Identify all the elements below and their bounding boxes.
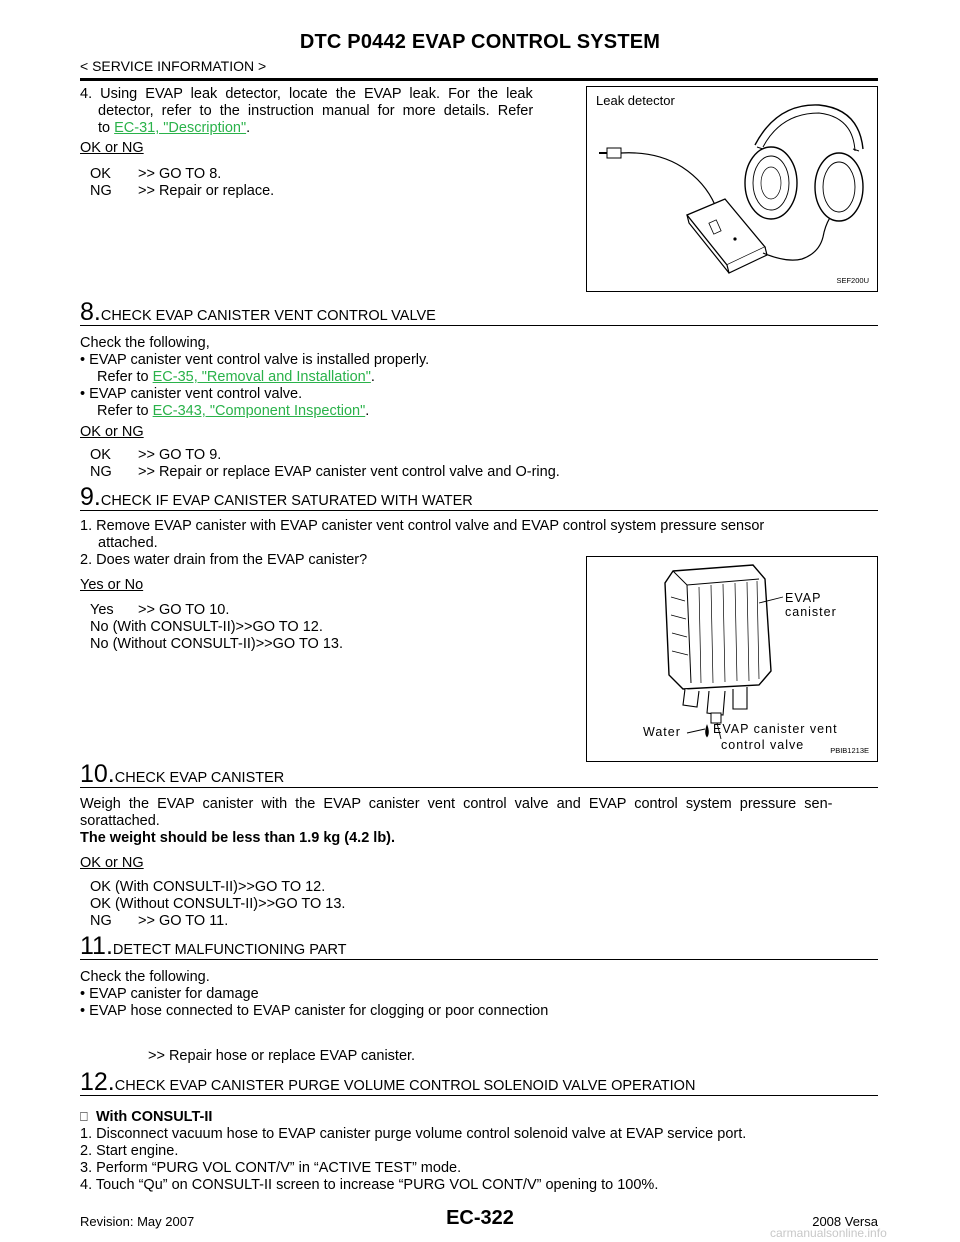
ok-or-ng-label: OK or NG: [80, 424, 144, 440]
consult-ii-icon: ⎕: [80, 1109, 88, 1124]
step-9-heading: 9.CHECK IF EVAP CANISTER SATURATED WITH WATER: [80, 483, 878, 511]
page-title: DTC P0442 EVAP CONTROL SYSTEM: [299, 31, 661, 53]
step10-body: Weigh the EVAP canister with the EVAP canister vent control valve and EVAP control system pressure sen- sorattached. The weight should be less than 1.9 kg (4.2 lb).: [80, 796, 878, 847]
revision-date: Revision: May 2007: [80, 1214, 195, 1229]
link-ec35-removal[interactable]: EC-35, "Removal and Installation": [152, 369, 371, 385]
step9-results: Yes >> GO TO 10. No (With CONSULT-II)>>GO TO 12. No (Without CONSULT-II)>>GO TO 13.: [90, 602, 344, 652]
step8-results: OK >> GO TO 9. NG >> Repair or replace EVAP canister vent control valve and O-ring.: [90, 447, 560, 480]
label-evap-canister: EVAP canister: [785, 591, 837, 619]
step-12-heading: 12.CHECK EVAP CANISTER PURGE VOLUME CONTROL SOLENOID VALVE OPERATION: [80, 1068, 878, 1096]
step10-results: OK (With CONSULT-II)>>GO TO 12. OK (Without CONSULT-II)>>GO TO 13. NG >> GO TO 11.: [90, 879, 346, 929]
figure-leak-detector: [586, 86, 878, 292]
yes-or-no-label: Yes or No: [80, 577, 144, 593]
page-number: EC-322: [446, 1207, 514, 1229]
step12-body: ⎕ With CONSULT-II 1. Disconnect vacuum hose to EVAP canister purge volume control solenoid valve at EVAP service port. 2. Start engine. 3. Perform “PURG VOL CONT/V” in “ACTIVE TEST” mode. 4. Touch “Qu” on CONSULT-II screen to increase “PURG VOL CONT/V” opening to 100%.: [80, 1109, 747, 1193]
label-vent-control-valve: EVAP canister vent control valve: [713, 722, 838, 752]
ok-or-ng-label: OK or NG: [80, 140, 144, 156]
step-10-heading: 10.CHECK EVAP CANISTER: [80, 760, 878, 788]
step11-result: >> Repair hose or replace EVAP canister.: [148, 1048, 416, 1064]
link-ec343-component-inspection[interactable]: EC-343, "Component Inspection": [152, 403, 366, 419]
watermark: carmanualsonline.info: [770, 1226, 887, 1240]
ok-or-ng-label: OK or NG: [80, 855, 144, 871]
step11-body: Check the following. • EVAP canister for damage • EVAP hose connected to EVAP canister for clogging or poor connection: [80, 969, 549, 1019]
leak-detector-illustration: [587, 87, 877, 291]
figure-label: Leak detector: [596, 93, 675, 108]
section-label: < SERVICE INFORMATION >: [80, 58, 267, 74]
figure-code: PBIB1213E: [830, 746, 869, 755]
step8-body: Check the following, • EVAP canister vent control valve is installed properly. Refer to EC-35, "Removal and Installation". • EVAP canister vent control valve. Refer to EC-343, "Component Inspection".: [80, 335, 430, 419]
model-year: 2008 Versa: [812, 1214, 878, 1229]
weight-spec: The weight should be less than 1.9 kg (4.2 lb).: [80, 830, 396, 846]
link-ec31-description[interactable]: EC-31, "Description": [114, 120, 247, 136]
figure-code: SEF200U: [836, 276, 869, 285]
figure-evap-canister: [586, 556, 878, 762]
header-rule: [80, 78, 878, 81]
step-8-heading: 8.CHECK EVAP CANISTER VENT CONTROL VALVE: [80, 298, 878, 326]
step9-body: 1. Remove EVAP canister with EVAP canister vent control valve and EVAP control system pressure sensor attached. 2. Does water drain from the EVAP canister?: [80, 518, 765, 568]
step-11-heading: 11.DETECT MALFUNCTIONING PART: [80, 932, 878, 960]
step7-results: OK >> GO TO 8. NG >> Repair or replace.: [90, 166, 275, 199]
step7-item4: 4. Using EVAP leak detector, locate the EVAP leak. For the leak detector, refer to the instruction manual for more details. Refer to EC-31, "Description".: [80, 86, 534, 136]
label-water: Water: [643, 725, 681, 739]
